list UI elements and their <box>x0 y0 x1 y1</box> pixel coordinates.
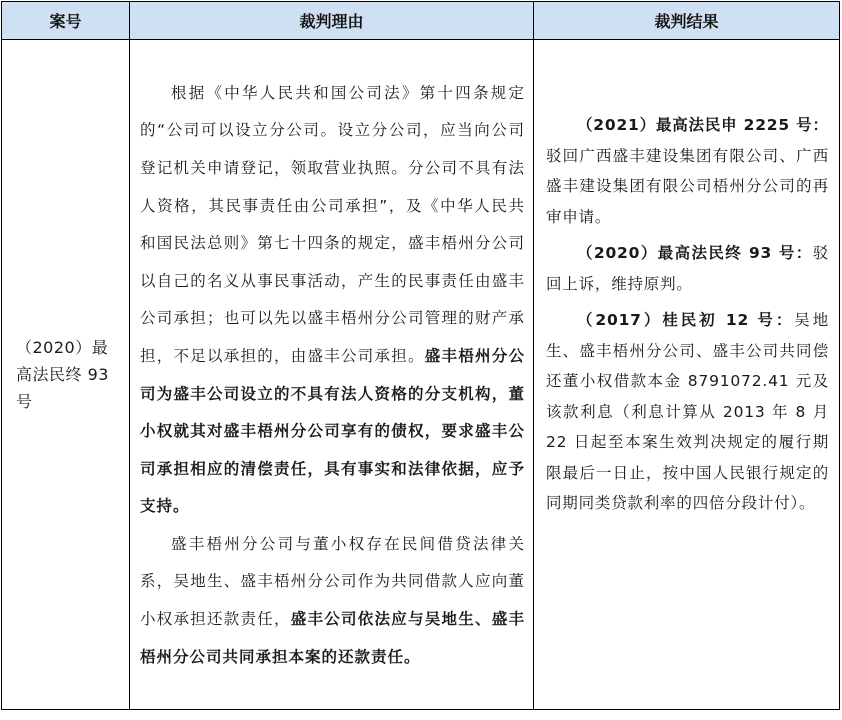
result-case-ref: （2021）最高法民申 2225 号： <box>577 116 829 134</box>
result-text: 驳回上诉，维持原判。 <box>546 244 829 293</box>
reasoning-text: 盛丰梧州分公司与董小权存在民间借贷法律关系，吴地生、盛丰梧州分公司作为共同借款人应向董小权承担还款责任， <box>140 534 525 629</box>
result-item <box>546 110 829 141</box>
reasoning-emphasis: 盛丰公司依法应与吴地生、盛丰梧州分公司共同承担本案的还款责任。 <box>140 610 525 666</box>
reasoning-paragraph-1 <box>140 75 525 526</box>
reasoning-emphasis: 盛丰梧州分公司为盛丰公司设立的不具有法人资格的分支机构，董小权就其对盛丰梧州分公司享有的债权，要求盛丰公司承担相应的清偿责任，具有事实和法律依据，应予支持。 <box>140 346 525 516</box>
table-row <box>2 40 840 710</box>
result-text: 吴地生、盛丰梧州分公司、盛丰公司共同偿还董小权借款本金 8791072.41 元及该款利息（利息计算从 2013 年 8 月 22 日起至本案生效判决规定的履行期限最后一日止，按中国人民银行规定的同期同类贷款利率的四倍分段计付）。 <box>546 311 829 512</box>
reasoning-paragraph-2 <box>140 526 525 676</box>
header-case-no: 案号 <box>2 2 130 40</box>
header-reasoning: 裁判理由 <box>130 2 534 40</box>
header-result: 裁判结果 <box>534 2 840 40</box>
result-case-ref: （2020）最高法民终 93 号： <box>577 244 813 262</box>
reasoning-text: 根据《中华人民共和国公司法》第十四条规定的“公司可以设立分公司。设立分公司，应当向公司登记机关申请登记，领取营业执照。分公司不具有法人资格，其民事责任由公司承担”，及《中华人民共和国民法总则》第七十四条的规定，盛丰梧州分公司以自己的名义从事民事活动，产生的民事责任由盛丰公司承担；也可以先以盛丰梧州分公司管理的财产承担，不足以承担的，由盛丰公司承担。 <box>140 83 525 365</box>
result-cell <box>534 40 840 710</box>
header-row <box>2 2 840 40</box>
judgment-table <box>1 1 840 710</box>
result-text: 驳回广西盛丰建设集团有限公司、广西盛丰建设集团有限公司梧州分公司的再审申请。 <box>546 146 829 226</box>
result-item <box>546 238 829 299</box>
case-number-cell: （2020）最高法民终 93 号 <box>2 40 130 710</box>
result-item <box>546 305 829 519</box>
reasoning-cell <box>130 40 534 710</box>
result-case-ref: （2017）桂民初 12 号： <box>577 311 795 329</box>
